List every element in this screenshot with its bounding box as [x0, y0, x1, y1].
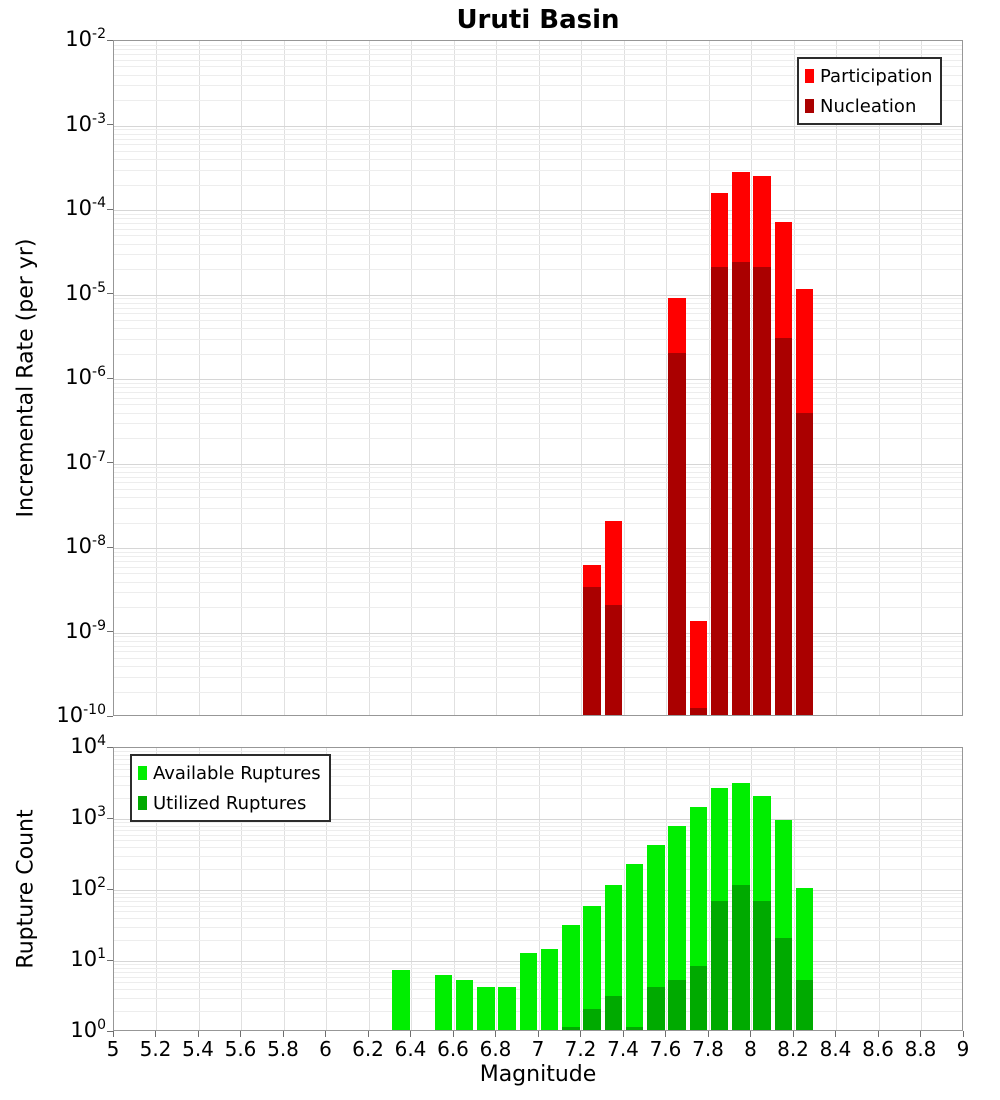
legend-item-participation: [805, 61, 932, 91]
gridline-minor: [114, 1011, 962, 1012]
x-tick-label: 8: [744, 1037, 757, 1061]
gridline-minor: [114, 298, 962, 299]
gridline-minor: [114, 54, 962, 55]
gridline-minor: [114, 893, 962, 894]
y-tick-mark: [107, 818, 113, 819]
gridline-minor: [114, 835, 962, 836]
gridline-major: [114, 126, 962, 127]
nucleation-swatch-icon: [805, 99, 814, 113]
nucleation-bar-7.85: [711, 267, 729, 715]
legend-item-utilized-ruptures: [138, 788, 321, 818]
y-tick-label: $10^{-5}$: [65, 279, 106, 305]
gridline-minor: [114, 223, 962, 224]
gridline-minor: [114, 826, 962, 827]
gridline-vertical: [411, 748, 412, 1030]
utilized-ruptures-bar-7.75: [690, 966, 708, 1030]
gridline-minor: [114, 847, 962, 848]
y-tick-label: $10^{-6}$: [65, 364, 106, 389]
gridline-minor: [114, 556, 962, 557]
x-tick-mark: [580, 1031, 581, 1037]
rate-legend: [797, 57, 942, 125]
available-ruptures-bar-6.85: [498, 987, 516, 1030]
available-ruptures-bar-7.15: [562, 925, 580, 1030]
x-tick-label: 6.4: [394, 1037, 427, 1061]
y-tick-mark: [107, 889, 113, 890]
gridline-minor: [114, 666, 962, 667]
y-tick-mark: [107, 293, 113, 294]
gridline-vertical: [666, 41, 667, 715]
gridline-vertical: [539, 748, 540, 1030]
gridline-minor: [114, 134, 962, 135]
participation-swatch-icon: [805, 69, 814, 83]
available-ruptures-bar-6.35: [392, 970, 410, 1030]
gridline-minor: [114, 911, 962, 912]
gridline-vertical: [199, 41, 200, 715]
gridline-vertical: [794, 41, 795, 715]
x-tick-mark: [198, 1031, 199, 1037]
count-y-axis-label: Rupture Count: [13, 809, 39, 969]
gridline-minor: [114, 692, 962, 693]
y-tick-label: $10^2$: [70, 875, 106, 900]
legend-label-nucleation: Nucleation: [820, 95, 917, 117]
chart-title: Uruti Basin: [456, 5, 620, 35]
gridline-vertical: [326, 41, 327, 715]
gridline-vertical: [709, 748, 710, 1030]
gridline-major: [114, 295, 962, 296]
gridline-minor: [114, 927, 962, 928]
y-tick-label: $10^1$: [70, 946, 106, 971]
x-tick-label: 5: [106, 1037, 120, 1061]
x-tick-label: 8.2: [777, 1037, 809, 1061]
gridline-minor: [114, 677, 962, 678]
y-tick-label: $10^{-7}$: [65, 448, 106, 474]
y-tick-mark: [107, 209, 113, 210]
gridline-minor: [114, 552, 962, 553]
x-tick-mark: [538, 1031, 539, 1037]
x-tick-mark: [665, 1031, 666, 1037]
y-tick-label: $10^{-8}$: [65, 533, 106, 558]
gridline-minor: [114, 998, 962, 999]
x-tick-mark: [708, 1031, 709, 1037]
gridline-minor: [114, 977, 962, 978]
gridline-minor: [114, 313, 962, 314]
utilized-ruptures-bar-8.05: [753, 901, 771, 1030]
gridline-minor: [114, 472, 962, 473]
gridline-minor: [114, 244, 962, 245]
available-ruptures-bar-6.75: [477, 987, 495, 1030]
legend-label-participation: Participation: [820, 65, 933, 87]
available-ruptures-bar-7.45: [626, 864, 644, 1030]
y-tick-mark: [107, 960, 113, 961]
y-tick-mark: [107, 631, 113, 632]
utilized-ruptures-bar-8.15: [775, 938, 793, 1030]
nucleation-bar-8.25: [796, 413, 814, 715]
y-tick-label: $10^{-9}$: [65, 617, 106, 643]
y-tick-label: $10^4$: [70, 733, 106, 758]
gridline-minor: [114, 269, 962, 270]
available-ruptures-bar-6.65: [456, 980, 474, 1030]
gridline-minor: [114, 989, 962, 990]
gridline-minor: [114, 185, 962, 186]
gridline-vertical: [496, 41, 497, 715]
gridline-minor: [114, 972, 962, 973]
gridline-minor: [114, 658, 962, 659]
nucleation-bar-7.35: [605, 605, 623, 715]
gridline-minor: [114, 218, 962, 219]
available-ruptures-bar-6.55: [435, 975, 453, 1030]
x-tick-label: 8.6: [862, 1037, 894, 1061]
x-tick-label: 5.2: [139, 1037, 172, 1061]
gridline-major: [114, 548, 962, 549]
gridline-major: [114, 890, 962, 891]
x-tick-mark: [453, 1031, 454, 1037]
x-tick-mark: [368, 1031, 369, 1037]
gridline-minor: [114, 523, 962, 524]
gridline-vertical: [879, 41, 880, 715]
gridline-minor: [114, 328, 962, 329]
x-tick-label: 5.6: [224, 1037, 257, 1061]
gridline-minor: [114, 561, 962, 562]
gridline-vertical: [411, 41, 412, 715]
gridline-minor: [114, 592, 962, 593]
gridline-minor: [114, 607, 962, 608]
gridline-minor: [114, 144, 962, 145]
y-tick-mark: [107, 462, 113, 463]
gridline-vertical: [624, 41, 625, 715]
gridline-vertical: [794, 748, 795, 1030]
utilized-ruptures-bar-7.45: [626, 1027, 644, 1030]
nucleation-bar-7.25: [583, 587, 601, 715]
legend-item-nucleation: [805, 91, 932, 121]
gridline-minor: [114, 387, 962, 388]
utilized-ruptures-bar-7.95: [732, 885, 750, 1030]
gridline-vertical: [921, 748, 922, 1030]
x-tick-mark: [155, 1031, 156, 1037]
utilized-ruptures-bar-8.25: [796, 980, 814, 1030]
gridline-minor: [114, 646, 962, 647]
available-ruptures-swatch-icon: [138, 766, 147, 780]
available-ruptures-bar-7.05: [541, 949, 559, 1030]
x-tick-mark: [623, 1031, 624, 1037]
utilized-ruptures-bar-7.55: [647, 987, 665, 1030]
gridline-major: [114, 379, 962, 380]
x-tick-label: 6.8: [479, 1037, 512, 1061]
gridline-minor: [114, 567, 962, 568]
x-tick-mark: [750, 1031, 751, 1037]
x-tick-mark: [240, 1031, 241, 1037]
gridline-minor: [114, 968, 962, 969]
gridline-vertical: [454, 41, 455, 715]
x-tick-label: 7.4: [607, 1037, 639, 1061]
x-tick-mark: [878, 1031, 879, 1037]
gridline-minor: [114, 940, 962, 941]
gridline-minor: [114, 869, 962, 870]
gridline-minor: [114, 392, 962, 393]
gridline-minor: [114, 214, 962, 215]
gridline-vertical: [241, 41, 242, 715]
x-tick-label: 6.2: [352, 1037, 384, 1061]
gridline-minor: [114, 151, 962, 152]
y-tick-label: $10^{-10}$: [56, 702, 106, 727]
y-tick-label: $10^{-4}$: [65, 195, 106, 220]
gridline-minor: [114, 159, 962, 160]
gridline-minor: [114, 235, 962, 236]
rate-y-axis-label: Incremental Rate (per yr): [13, 238, 39, 518]
x-tick-label: 7: [531, 1037, 545, 1061]
y-tick-mark: [107, 40, 113, 41]
x-tick-label: 8.4: [819, 1037, 852, 1061]
nucleation-bar-8.15: [775, 338, 793, 715]
gridline-major: [114, 633, 962, 634]
gridline-minor: [114, 822, 962, 823]
gridline-minor: [114, 840, 962, 841]
legend-label-utilized-ruptures: Utilized Ruptures: [153, 792, 307, 814]
gridline-minor: [114, 404, 962, 405]
x-axis-label: Magnitude: [479, 1062, 597, 1087]
gridline-minor: [114, 413, 962, 414]
x-tick-label: 5.8: [267, 1037, 299, 1061]
y-tick-mark: [107, 378, 113, 379]
nucleation-bar-7.65: [668, 353, 686, 715]
gridline-minor: [114, 830, 962, 831]
y-tick-label: $10^{-3}$: [65, 110, 106, 136]
x-tick-mark: [113, 1031, 114, 1037]
gridline-minor: [114, 229, 962, 230]
x-tick-mark: [920, 1031, 921, 1037]
gridline-vertical: [156, 41, 157, 715]
gridline-vertical: [581, 41, 582, 715]
nucleation-bar-7.95: [732, 262, 750, 715]
utilized-ruptures-swatch-icon: [138, 796, 147, 810]
gridline-minor: [114, 477, 962, 478]
gridline-minor: [114, 339, 962, 340]
x-tick-mark: [325, 1031, 326, 1037]
y-tick-label: $10^3$: [70, 804, 106, 829]
gridline-minor: [114, 129, 962, 130]
gridline-major: [114, 210, 962, 211]
gridline-minor: [114, 139, 962, 140]
gridline-minor: [114, 497, 962, 498]
x-tick-mark: [963, 1031, 964, 1037]
gridline-vertical: [666, 748, 667, 1030]
gridline-major: [114, 961, 962, 962]
gridline-vertical: [751, 748, 752, 1030]
x-tick-label: 9: [956, 1037, 970, 1061]
gridline-minor: [114, 508, 962, 509]
participation-bar-7.75: [690, 621, 708, 715]
gridline-minor: [114, 982, 962, 983]
gridline-minor: [114, 636, 962, 637]
x-tick-mark: [283, 1031, 284, 1037]
utilized-ruptures-bar-7.65: [668, 980, 686, 1030]
gridline-vertical: [496, 748, 497, 1030]
x-tick-label: 7.8: [692, 1037, 724, 1061]
x-tick-label: 7.6: [649, 1037, 682, 1061]
gridline-vertical: [751, 41, 752, 715]
gridline-vertical: [454, 748, 455, 1030]
gridline-vertical: [369, 748, 370, 1030]
gridline-minor: [114, 254, 962, 255]
gridline-minor: [114, 45, 962, 46]
x-tick-mark: [835, 1031, 836, 1037]
x-tick-mark: [793, 1031, 794, 1037]
y-tick-label: $10^0$: [70, 1017, 106, 1042]
x-tick-label: 8.8: [904, 1037, 937, 1061]
legend-label-available-ruptures: Available Ruptures: [153, 762, 321, 784]
gridline-vertical: [836, 748, 837, 1030]
gridline-vertical: [879, 748, 880, 1030]
legend-item-available-ruptures: [138, 758, 321, 788]
x-tick-label: 6.6: [437, 1037, 469, 1061]
gridline-vertical: [709, 41, 710, 715]
count-legend: [130, 754, 331, 822]
x-tick-label: 6: [319, 1037, 332, 1061]
rate-panel: [113, 40, 963, 716]
gridline-vertical: [539, 41, 540, 715]
utilized-ruptures-bar-7.15: [562, 1027, 580, 1030]
x-tick-mark: [410, 1031, 411, 1037]
gridline-major: [114, 464, 962, 465]
gridline-minor: [114, 398, 962, 399]
y-tick-mark: [107, 747, 113, 748]
gridline-minor: [114, 383, 962, 384]
gridline-minor: [114, 438, 962, 439]
x-tick-label: 5.4: [182, 1037, 214, 1061]
nucleation-bar-7.75: [690, 708, 708, 715]
gridline-minor: [114, 897, 962, 898]
gridline-minor: [114, 918, 962, 919]
gridline-minor: [114, 751, 962, 752]
gridline-minor: [114, 482, 962, 483]
gridline-minor: [114, 582, 962, 583]
gridline-minor: [114, 901, 962, 902]
gridline-minor: [114, 303, 962, 304]
gridline-minor: [114, 170, 962, 171]
gridline-vertical: [836, 41, 837, 715]
gridline-minor: [114, 423, 962, 424]
nucleation-bar-8.05: [753, 267, 771, 715]
gridline-vertical: [921, 41, 922, 715]
gridline-minor: [114, 489, 962, 490]
y-tick-mark: [107, 547, 113, 548]
y-tick-label: $10^{-2}$: [65, 26, 106, 51]
available-ruptures-bar-6.95: [520, 953, 538, 1030]
gridline-minor: [114, 856, 962, 857]
gridline-vertical: [581, 748, 582, 1030]
gridline-vertical: [284, 41, 285, 715]
x-tick-mark: [495, 1031, 496, 1037]
gridline-minor: [114, 573, 962, 574]
gridline-minor: [114, 964, 962, 965]
gridline-minor: [114, 641, 962, 642]
utilized-ruptures-bar-7.85: [711, 901, 729, 1030]
utilized-ruptures-bar-7.35: [605, 996, 623, 1030]
utilized-ruptures-bar-7.25: [583, 1009, 601, 1030]
gridline-minor: [114, 467, 962, 468]
gridline-vertical: [624, 748, 625, 1030]
gridline-minor: [114, 651, 962, 652]
gridline-minor: [114, 906, 962, 907]
x-tick-label: 7.2: [564, 1037, 597, 1061]
gridline-minor: [114, 354, 962, 355]
gridline-minor: [114, 320, 962, 321]
y-tick-mark: [107, 716, 113, 717]
gridline-vertical: [369, 41, 370, 715]
gridline-minor: [114, 308, 962, 309]
y-tick-mark: [107, 124, 113, 125]
gridline-minor: [114, 49, 962, 50]
